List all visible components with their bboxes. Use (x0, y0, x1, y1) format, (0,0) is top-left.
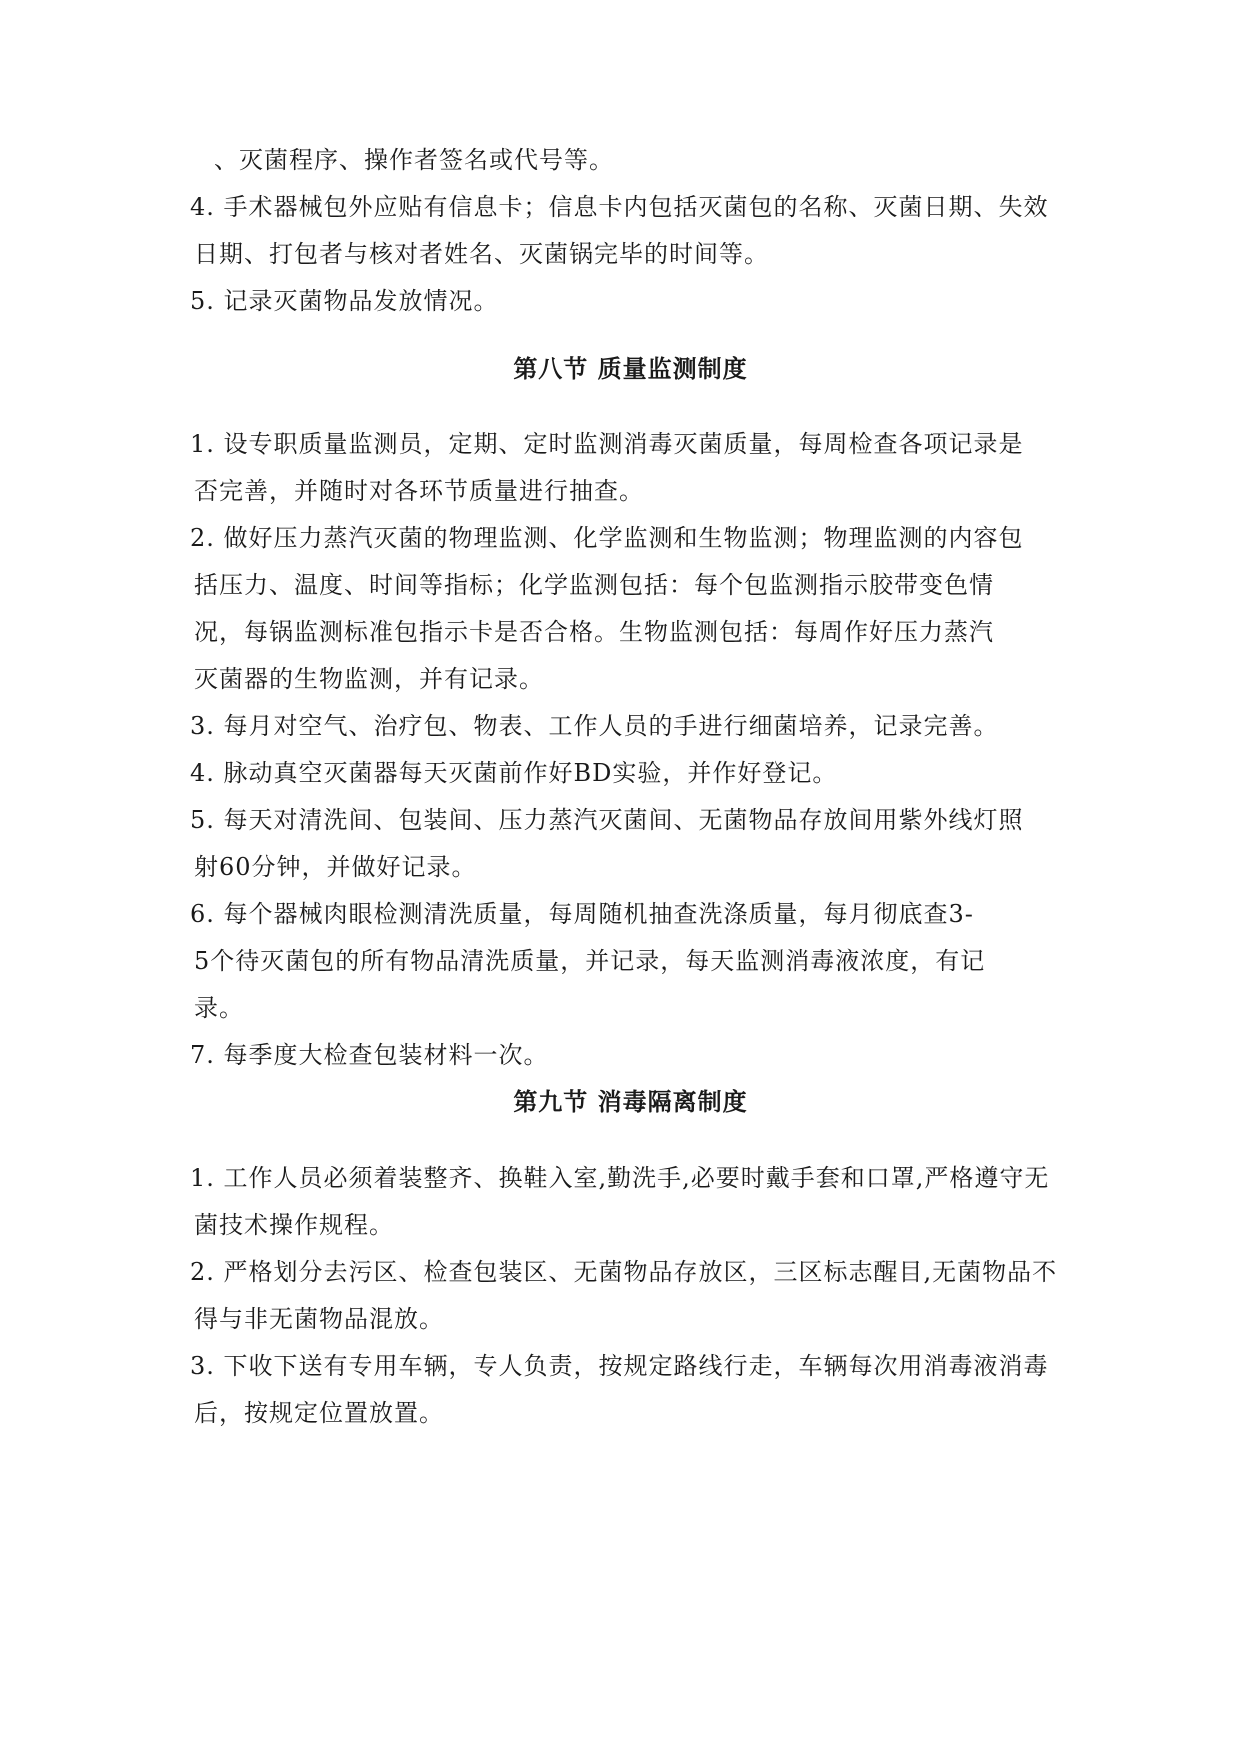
list-line: 况，每锅监测标准包指示卡是否合格。生物监测包括：每周作好压力蒸汽 (194, 618, 994, 646)
list-item-6: 6. 每个器械肉眼检测清洗质量，每周随机抽查洗涤质量，每月彻底查3- (190, 900, 974, 928)
list-line: 日期、打包者与核对者姓名、灭菌锅完毕的时间等。 (194, 240, 769, 268)
list-line: 、灭菌程序、操作者签名或代号等。 (214, 146, 614, 174)
list-item-1: 1. 工作人员必须着装整齐、换鞋入室,勤洗手,必要时戴手套和口罩,严格遵守无 (190, 1164, 1050, 1192)
list-item-5: 5. 记录灭菌物品发放情况。 (190, 287, 499, 315)
list-item-4: 4. 脉动真空灭菌器每天灭菌前作好BD实验，并作好登记。 (190, 759, 838, 787)
section-9-list (190, 1155, 1070, 1437)
list-line: 得与非无菌物品混放。 (194, 1305, 444, 1333)
list-line: 射60分钟，并做好记录。 (194, 853, 477, 881)
list-item-5: 5. 每天对清洗间、包装间、压力蒸汽灭菌间、无菌物品存放间用紫外线灯照 (190, 806, 1024, 834)
section-heading-8: 第八节 质量监测制度 (513, 355, 748, 383)
list-line: 灭菌器的生物监测，并有记录。 (194, 665, 544, 693)
list-item-1: 1. 设专职质量监测员，定期、定时监测消毒灭菌质量，每周检查各项记录是 (190, 430, 1024, 458)
list-line: 菌技术操作规程。 (194, 1211, 394, 1239)
section-8-list (190, 421, 1070, 1079)
continued-list (190, 137, 1070, 325)
list-item-2: 2. 做好压力蒸汽灭菌的物理监测、化学监测和生物监测；物理监测的内容包 (190, 524, 1024, 552)
list-line: 否完善，并随时对各环节质量进行抽查。 (194, 477, 644, 505)
list-item-2: 2. 严格划分去污区、检查包装区、无菌物品存放区，三区标志醒目,无菌物品不 (190, 1258, 1058, 1286)
list-item-3: 3. 每月对空气、治疗包、物表、工作人员的手进行细菌培养，记录完善。 (190, 712, 999, 740)
list-item-4: 4. 手术器械包外应贴有信息卡；信息卡内包括灭菌包的名称、灭菌日期、失效 (190, 193, 1049, 221)
list-line: 录。 (194, 994, 244, 1022)
list-item-7: 7. 每季度大检查包装材料一次。 (190, 1041, 549, 1069)
list-item-3: 3. 下收下送有专用车辆，专人负责，按规定路线行走，车辆每次用消毒液消毒 (190, 1352, 1049, 1380)
list-line: 5个待灭菌包的所有物品清洗质量，并记录，每天监测消毒液浓度，有记 (194, 947, 986, 975)
section-heading-9: 第九节 消毒隔离制度 (513, 1088, 748, 1116)
list-line: 后，按规定位置放置。 (194, 1399, 444, 1427)
list-line: 括压力、温度、时间等指标；化学监测包括：每个包监测指示胶带变色情 (194, 571, 994, 599)
